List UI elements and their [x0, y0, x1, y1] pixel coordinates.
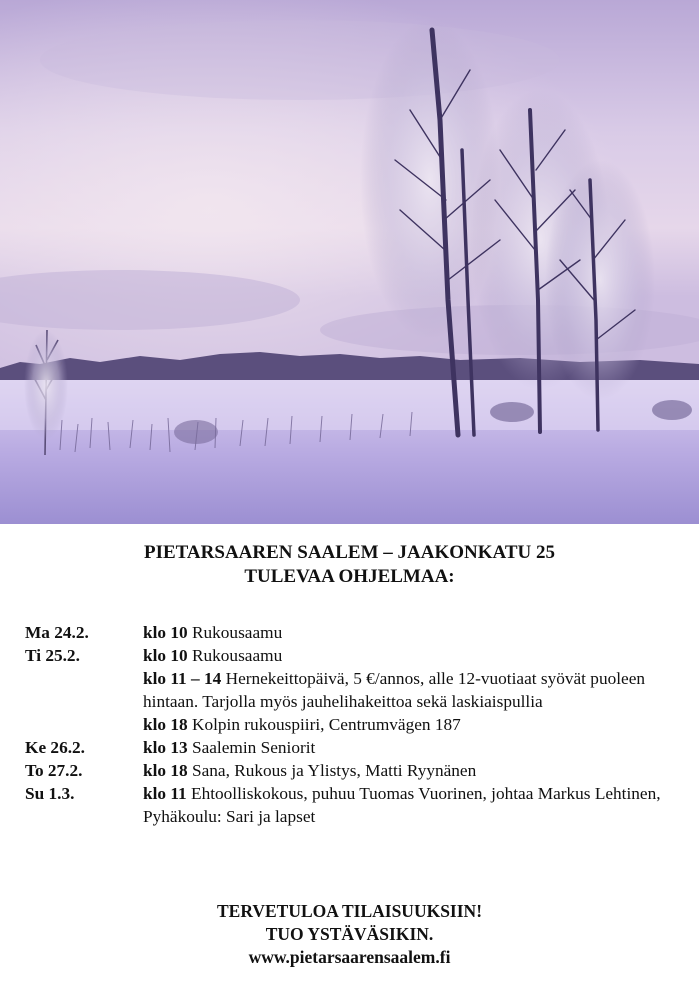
schedule-text: Ehtoolliskokous, puhuu Tuomas Vuorinen, johtaa Markus Lehtinen, Pyhäkoulu: Sari ja lapset [143, 784, 661, 826]
schedule-day: Ti 25.2. [25, 646, 80, 665]
schedule-day [25, 667, 143, 713]
schedule-row [25, 759, 685, 782]
schedule-row [25, 644, 685, 667]
schedule-row [25, 667, 685, 713]
schedule-entry [143, 644, 685, 667]
schedule-entry [143, 782, 685, 828]
schedule-text: Hernekeittopäivä, 5 €/annos, alle 12-vuotiaat syövät puoleen hintaan. Tarjolla myös jauhelihakeittoa sekä laskiaispullia [143, 669, 646, 711]
schedule-time: klo 13 [143, 738, 188, 757]
schedule-text: Rukousaamu [187, 646, 283, 665]
welcome-text: TERVETULOA TILAISUUKSIIN! [216, 901, 483, 921]
schedule-row [25, 621, 685, 644]
schedule-time: klo 18 [143, 715, 188, 734]
schedule-entry [143, 621, 685, 644]
schedule-time: klo 10 [143, 623, 188, 642]
schedule-text: Saalemin Seniorit [187, 738, 316, 757]
schedule-entry [143, 713, 685, 736]
invite-text: TUO YSTÄVÄSIKIN. [265, 924, 434, 944]
website-link[interactable]: www.pietarsaarensaalem.fi [248, 947, 451, 967]
schedule-time: klo 11 [143, 784, 187, 803]
schedule-row [25, 736, 685, 759]
schedule-entry [143, 667, 685, 713]
page-title: PIETARSAAREN SAALEM – JAAKONKATU 25 [144, 542, 555, 563]
schedule-text: Sana, Rukous ja Ylistys, Matti Ryynänen [187, 761, 477, 780]
schedule-day: Ma 24.2. [25, 623, 89, 642]
schedule-day: Ke 26.2. [25, 738, 85, 757]
schedule-text: Kolpin rukouspiiri, Centrumvägen 187 [187, 715, 461, 734]
schedule-day: To 27.2. [25, 761, 83, 780]
schedule-day: Su 1.3. [25, 784, 75, 803]
schedule-entry [143, 736, 685, 759]
schedule-day [25, 713, 143, 736]
schedule-text: Rukousaamu [187, 623, 283, 642]
schedule-time: klo 18 [143, 761, 188, 780]
schedule-time: klo 11 – 14 [143, 669, 222, 688]
page-subtitle: TULEVAA OHJELMAA: [244, 566, 455, 587]
schedule-row [25, 782, 685, 828]
schedule-time: klo 10 [143, 646, 188, 665]
schedule-entry [143, 759, 685, 782]
schedule-list [25, 621, 685, 828]
schedule-row [25, 713, 685, 736]
